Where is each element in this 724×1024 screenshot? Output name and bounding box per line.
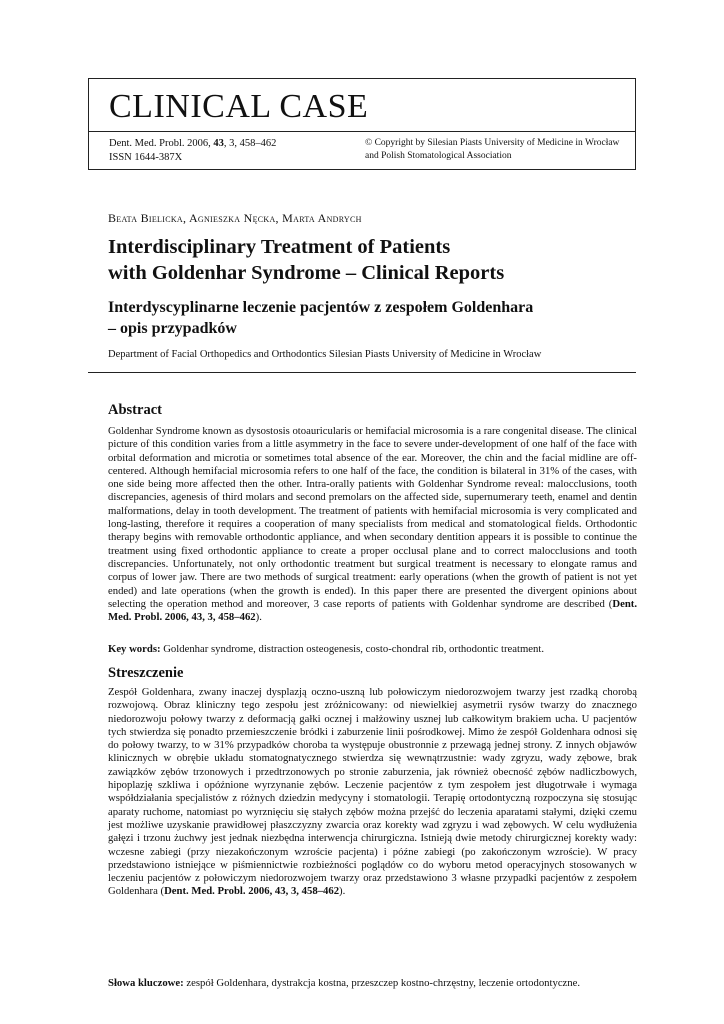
keywords-text: Goldenhar syndrome, distraction osteogenesis, costo-chondral rib, orthodontic treatment. bbox=[160, 643, 545, 655]
article-title-english bbox=[108, 234, 628, 286]
issn: ISSN 1644-387X bbox=[109, 152, 183, 163]
slowa-kluczowe-label: Słowa kluczowe: bbox=[108, 977, 184, 989]
abstract-body: Goldenhar Syndrome known as dysostosis otoauricularis or hemifacial microsomia is a rare congenital disease. The clinical picture of this condition varies from a little asymmetry in the face to severe under-development of one half of the face with orbital deformation and microtia or sometimes total absence of the ear. Moreover, the chin and the facial midline are off-centered. Although hemifacial microsomia refers to one half of the face, the condition is bilateral in 31% of the cases, with one side being more affected then the other. Intra-orally patients with Goldenhar Syndrome reveal: malocclusions, tooth discrepancies, agenesis of third molars and second premolars on the affected side, supernumerary teeth, enamel and dentin malformations, delay in tooth development. The treatment of patients with hemifacial microsomia is very complicated and long-lasting, therefore it requires a cooperation of many specialists from medical and stomatological fields. Orthodontic therapy begins with removable orthodontic appliance, and when secondary dentition appears it is possible to continue the treatment using fixed orthodontic appliance to create a proper occlusal plane and to correct malocclusions and tooth discrepancies. Unfortunately, not only orthodontic treatment but surgical treatment is necessary to elongate ramus and corpus of lower jaw. There are two methods of surgical treatment: early operations (when the growth of patient is not yet ended) and late operations (when the growth is ended). In this paper there are presented the divergent opinions about selecting the operation method and moreover, 3 case reports of patients with Goldenhar syndrome are described ( bbox=[108, 425, 637, 610]
streszczenie-citation: Dent. Med. Probl. 2006, 43, 3, 458–462 bbox=[164, 885, 340, 898]
streszczenie-heading: Streszczenie bbox=[108, 665, 184, 681]
journal-citation bbox=[109, 137, 276, 165]
copyright-notice bbox=[365, 137, 633, 163]
abstract-heading: Abstract bbox=[108, 402, 162, 418]
abstract-text bbox=[108, 425, 637, 624]
streszczenie-text bbox=[108, 686, 637, 899]
copyright-line-1: © Copyright by Silesian Piasts University of Medicine in Wrocław bbox=[365, 138, 620, 148]
slowa-kluczowe-text: zespół Goldenhara, dystrakcja kostna, przeszczep kostno-chrzęstny, leczenie ortodontyczne. bbox=[183, 977, 581, 989]
title-en-line-1: Interdisciplinary Treatment of Patients bbox=[108, 236, 451, 258]
authors: Beata Bielicka, Agnieszka Nęcka, Marta Andrych bbox=[108, 211, 362, 225]
section-label: CLINICAL CASE bbox=[109, 88, 369, 125]
abstract-citation: Dent. Med. Probl. 2006, 43, 3, 458–462 bbox=[108, 597, 637, 624]
keywords-line bbox=[108, 643, 637, 656]
title-pl-line-2: – opis przypadków bbox=[108, 320, 237, 337]
journal-prefix: Dent. Med. Probl. 2006, bbox=[109, 138, 214, 149]
affiliation: Department of Facial Orthopedics and Orthodontics Silesian Piasts University of Medicine in Wrocław bbox=[108, 349, 542, 360]
slowa-kluczowe-line bbox=[108, 977, 637, 990]
header-divider bbox=[89, 131, 635, 132]
streszczenie-body: Zespół Goldenhara, zwany inaczej dysplazją oczno-uszną lub połowiczym niedorozwojem twarzy jest rzadką chorobą rozwojową. Obraz kliniczny tego zespołu jest zróżnicowany: od niewielkiej asymetrii rysów twarzy do znacznego niedorozwoju połowy twarzy z deformacją gałki ocznej i małżowiny usznej lub całkowitym brakiem ucha. U pacjentów tych stwierdza się ponadto przemieszczenie bródki i zaburzenie linii pośrodkowej. Mimo że zespół Goldenhara odnosi się do połowy twarzy, to w 31% przypadków choroba ta występuje obustronnie z przewagą jednej strony. Z innych objawów klinicznych w obrębie układu stomatognatycznego stwierdza się wewnątrzustnie: wady zgryzu, wady zębowe, brak zawiązków zębów trzonowych i przedtrzonowych po stronie zaburzenia, jak również obecność zębów nadliczbowych, hipoplazję szkliwa i opóźnione wyrzynanie zębów. Leczenie pacjentów z tym zespołem jest długotrwałe i wymaga współdziałania specjalistów z różnych dziedzin medycyny i stomatologii. Terapię ortodontyczną rozpoczyna się stosując aparaty ruchome, natomiast po wyrznięciu się stałych zębów można przejść do leczenia aparatami stałymi, dzięki czemu jest możliwe uzyskanie prawidłowej płaszczyzny zwarcia oraz korekty wad zgryzu i wad zębowych. W celu wydłużenia gałęzi i trzonu żuchwy jest jednak niezbędna interwencja chirurgiczna. Istnieją dwie metody chirurgicznej korekty wady: wczesne zabiegi (przy niezakończonym wzroście pacjenta) i późne zabiegi (po zakończonym wzroście). W pracy przedstawiono istniejące w piśmiennictwie rozbieżności poglądów co do wyboru metod operacyjnych stosowanych w leczeniu pacjentów z połowiczym niedorozwojem twarzy oraz przedstawiono 3 własne przypadki pacjentów z zespołem Goldenhara ( bbox=[108, 686, 637, 898]
journal-header-box bbox=[88, 78, 636, 170]
section-divider bbox=[88, 372, 636, 373]
journal-suffix: , 3, 458–462 bbox=[223, 138, 277, 149]
title-pl-line-1: Interdyscyplinarne leczenie pacjentów z zespołem Goldenhara bbox=[108, 299, 534, 316]
title-en-line-2: with Goldenhar Syndrome – Clinical Reports bbox=[108, 262, 505, 284]
streszczenie-close: ). bbox=[339, 885, 346, 898]
article-title-polish bbox=[108, 297, 628, 339]
abstract-close: ). bbox=[255, 611, 262, 624]
copyright-line-2: and Polish Stomatological Association bbox=[365, 151, 512, 161]
keywords-label: Key words: bbox=[108, 643, 161, 655]
journal-volume: 43 bbox=[213, 138, 224, 149]
